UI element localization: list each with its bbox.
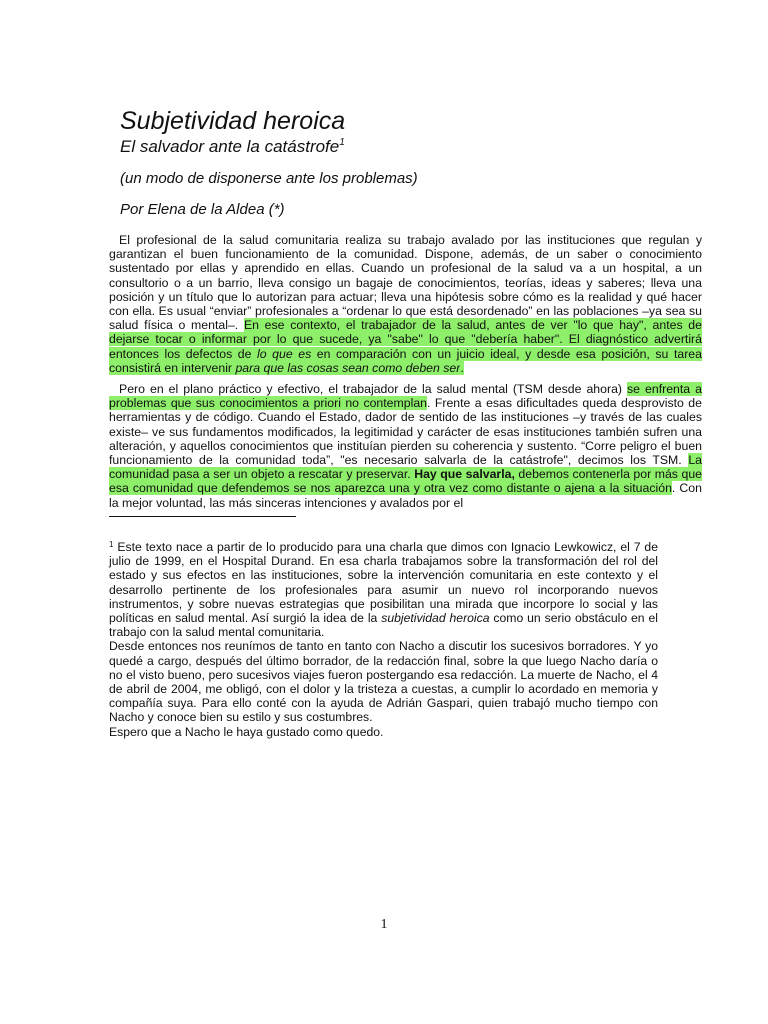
paragraph-2-text: . Frente a esas dificultades queda desprovisto de herramientas y de código. Cuando el Estado, dador de sentido de las instituciones –y través de las cuales existe– ve sus fundamentos modificados, la legitimidad y carácter de esas instituciones también sufren una alteración, y aquellos conocimientos que instituían pierden su coherencia y sustento. “Corre peligro el buen funcionamiento de la comunidad toda”, "es necesario salvarla de la catástrofe", decimos los TSM.: [109, 396, 702, 468]
highlight-bold: Hay que salvarla,: [414, 467, 515, 482]
paragraph-2-text: . Con la mejor voluntad, las más sinceras intenciones y avalados por el: [109, 481, 702, 510]
footnote-italic: subjetividad heroica: [381, 611, 490, 626]
subtitle-text: El salvador ante la catástrofe: [120, 137, 340, 156]
document-title: Subjetividad heroica: [120, 107, 346, 135]
body-text: [109, 233, 702, 517]
highlight: se enfrenta a problemas que sus conocimientos a priori no contemplan: [109, 382, 702, 411]
footnote-separator: [109, 516, 296, 517]
document-author: Por Elena de la Aldea (*): [120, 201, 285, 218]
footnote-paragraph-3: Espero que a Nacho le haya gustado como quedo.: [109, 724, 384, 739]
highlight: debemos contenerla por más que esa comunidad que defendemos se nos aparezca una y otra vez como distante o ajena a la situación: [109, 467, 702, 496]
highlight: en comparación con un juicio ideal, y desde esa posición, su tarea consistirá en intervenir: [109, 346, 702, 375]
footnote-text: Este texto nace a partir de lo producido para una charla que dimos con Ignacio Lewkowicz, el 7 de julio de 1999, en el Hospital Durand. En esa charla trabajamos sobre la transformación del rol del estado y sus efectos en las instituciones, sobre la intervención comunitaria en este contexto y el desarrollo pertinente de los profesionales para asumir un nuevo rol incorporando nuevos instrumentos, y sobre nuevas estrategias que posibilitan una mirada que incorpore lo social y las políticas en salud mental. Así surgió la idea de la: [109, 540, 658, 626]
footnote-reference-1: 1: [339, 137, 345, 148]
highlight: La comunidad pasa a ser un objeto a rescatar y preservar.: [109, 453, 702, 482]
paragraph-2-text: Pero en el plano práctico y efectivo, el trabajador de la salud mental (TSM desde ahora): [119, 382, 628, 397]
paragraph-2: [109, 382, 702, 510]
page-number: 1: [380, 917, 388, 932]
document-subtitle: [120, 137, 345, 157]
highlight: .: [460, 360, 464, 375]
highlight-italic: para que las cosas sean como deben ser: [235, 360, 461, 375]
highlight-italic: lo que es: [257, 346, 312, 361]
footnote-mark: 1: [109, 540, 114, 549]
paragraph-1: [109, 233, 702, 375]
highlight: En ese contexto, el trabajador de la salud, antes de ver "lo que hay", antes de dejarse tocar o informar por lo que sucede, ya "sabe" lo que "debería haber". El diagnóstico advertirá entonces los defectos de: [109, 318, 702, 361]
footnote-text: como un serio obstáculo en el trabajo con la salud mental comunitaria.: [109, 611, 658, 640]
footnote-paragraph-2: Desde entonces nos reunímos de tanto en tanto con Nacho a discutir los sucesivos borradores. Y yo quedé a cargo, después del último borrador, de la redacción final, sobre la que luego Nacho daría o no el visto bueno, pero sucesivos viajes fueron postergando esa redacción. La muerte de Nacho, el 4 de abril de 2004, me obligó, con el dolor y la tristeza a cuestas, a cumplir lo acordado en memoria y compañía suya. Para ello conté con la ayuda de Adrián Gaspari, quien trabajó mucho tiempo con Nacho y conoce bien su estilo y sus costumbres.: [109, 639, 658, 725]
paragraph-1-text: El profesional de la salud comunitaria realiza su trabajo avalado por las instituciones que regulan y garantizan el buen funcionamiento de la comunidad. Dispone, además, de un saber o conocimiento sustentado por ellas y aprendido en ellas. Cuando un profesional de la salud va a un hospital, a un consultorio o a un barrio, lleva consigo un bagaje de conocimientos, teorías, ideas y saberes; lleva una posición y un título que lo autorizan para actuar; lleva una hipótesis sobre cómo es la realidad y qué hacer con ella. Es usual “enviar” profesionales a “ordenar lo que está desordenado” en las poblaciones –ya sea su salud física o mental–.: [109, 233, 702, 333]
footnote-paragraph-1: [109, 540, 658, 639]
document-tagline: (un modo de disponerse ante los problemas): [120, 170, 418, 187]
footnotes: [109, 540, 658, 739]
